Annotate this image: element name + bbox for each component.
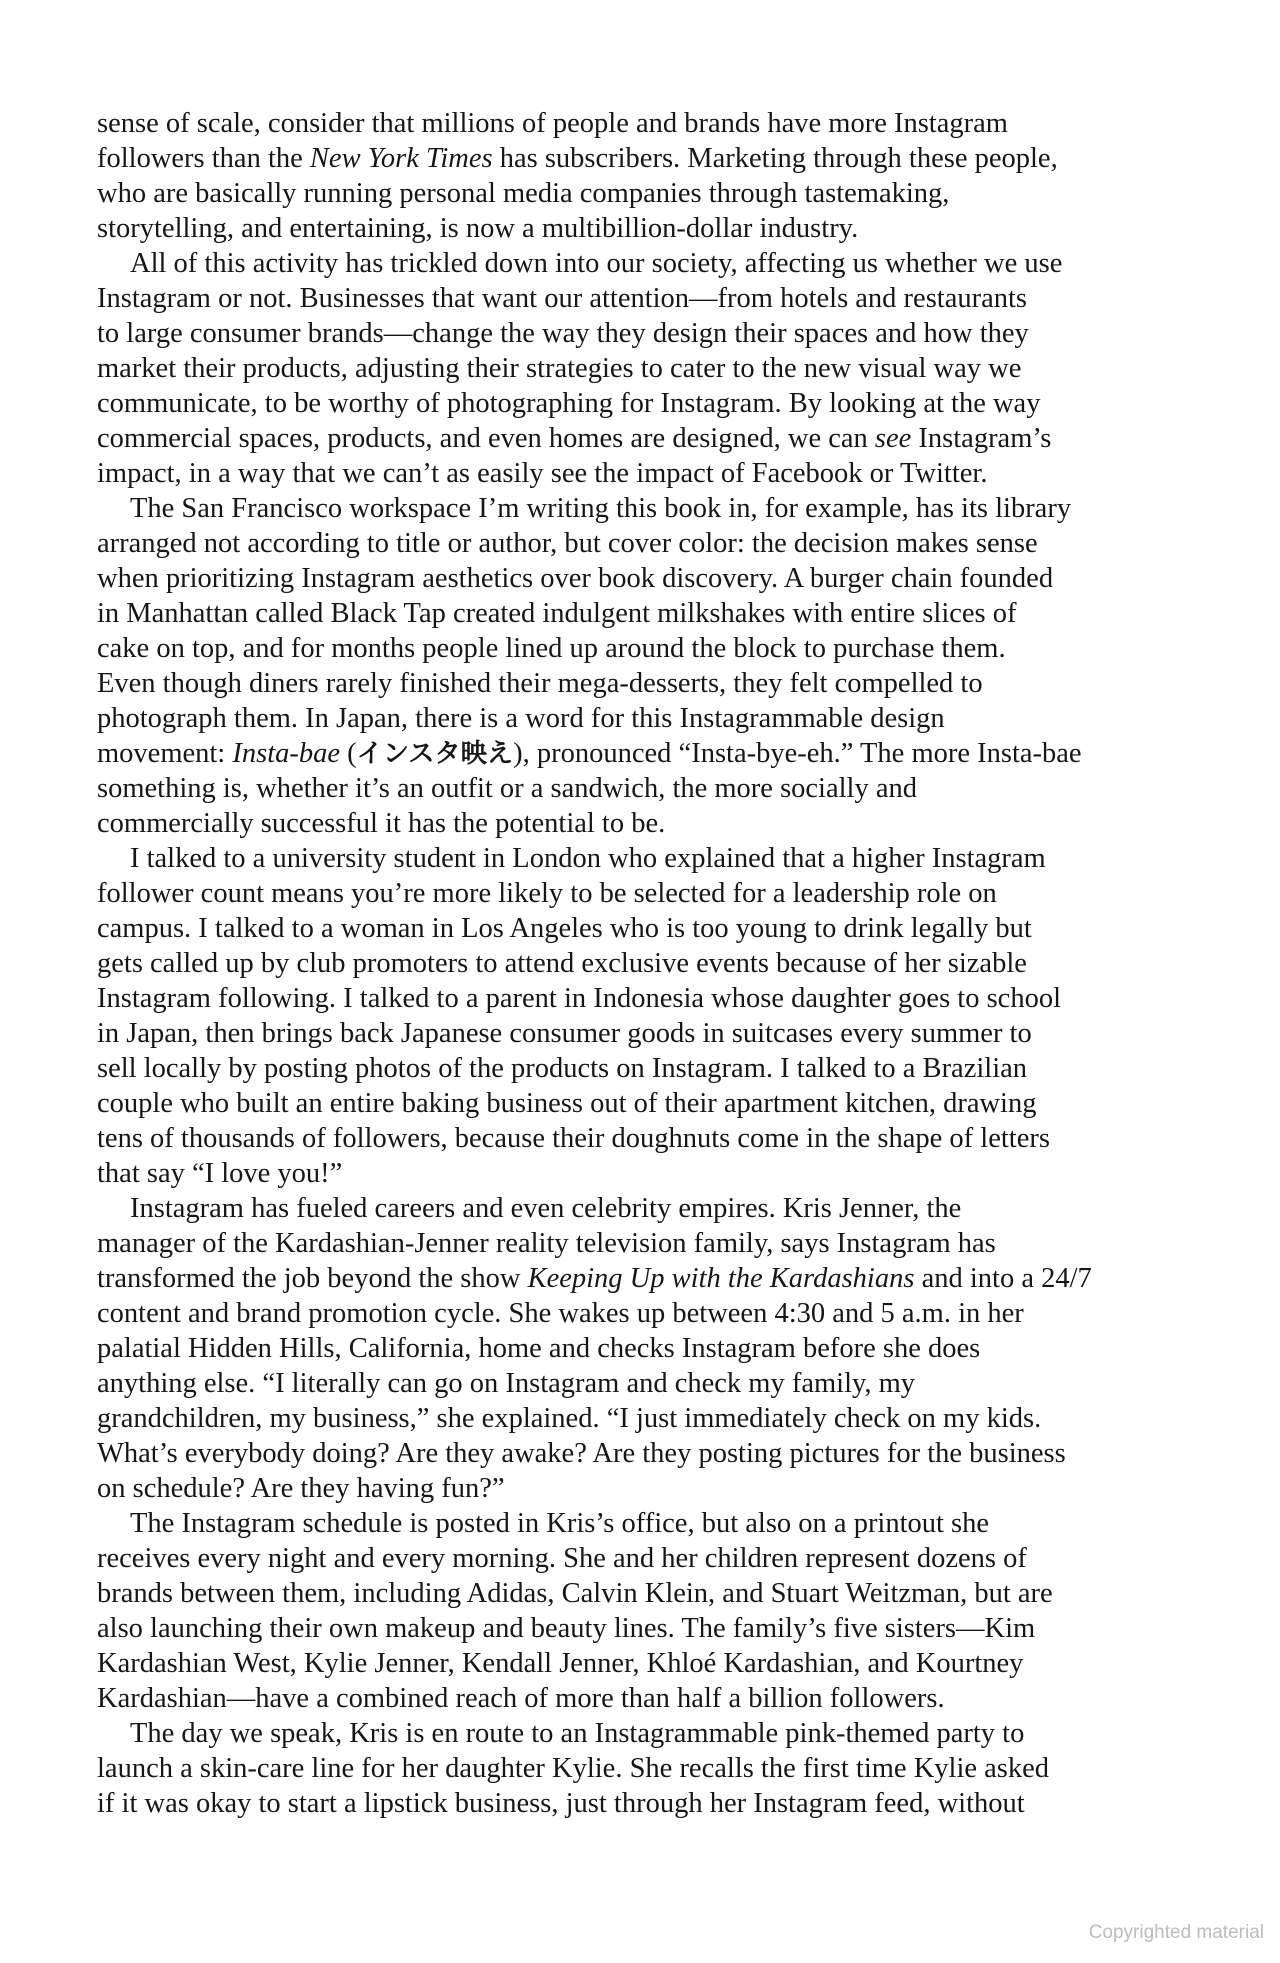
paragraph bbox=[97, 491, 1192, 841]
text-run: in Japan, then brings back Japanese consumer goods in suitcases every summer to bbox=[97, 1018, 1032, 1049]
text-run: movement: bbox=[97, 738, 233, 769]
text-line bbox=[97, 1471, 1192, 1506]
text-run: transformed the job beyond the show bbox=[97, 1263, 528, 1294]
text-line bbox=[97, 1681, 1192, 1716]
text-line bbox=[97, 246, 1192, 281]
text-line bbox=[97, 1506, 1192, 1541]
text-line bbox=[97, 1646, 1192, 1681]
text-line bbox=[97, 1261, 1192, 1296]
text-line bbox=[97, 631, 1192, 666]
text-line bbox=[97, 771, 1192, 806]
text-line bbox=[97, 176, 1192, 211]
text-run: sense of scale, consider that millions of people and brands have more Instagram bbox=[97, 108, 1008, 139]
text-line bbox=[97, 1786, 1192, 1821]
text-run: tens of thousands of followers, because their doughnuts come in the shape of letters bbox=[97, 1123, 1050, 1154]
paragraph bbox=[97, 1191, 1192, 1506]
text-run: arranged not according to title or author, but cover color: the decision makes sense bbox=[97, 528, 1038, 559]
text-run: photograph them. In Japan, there is a word for this Instagrammable design bbox=[97, 703, 945, 734]
paragraph bbox=[97, 1506, 1192, 1716]
text-line bbox=[97, 876, 1192, 911]
text-line bbox=[97, 386, 1192, 421]
text-run: that say “I love you!” bbox=[97, 1158, 343, 1189]
text-line bbox=[97, 106, 1192, 141]
text-run: on schedule? Are they having fun?” bbox=[97, 1473, 505, 1504]
paragraph bbox=[97, 841, 1192, 1191]
text-line bbox=[97, 596, 1192, 631]
text-run: cake on top, and for months people lined up around the block to purchase them. bbox=[97, 633, 1006, 664]
italic-text-run: see bbox=[874, 423, 912, 454]
text-line bbox=[97, 1366, 1192, 1401]
text-run: Instagram’s bbox=[911, 423, 1052, 454]
text-line bbox=[97, 1156, 1192, 1191]
paragraph bbox=[97, 1716, 1192, 1821]
text-line bbox=[97, 351, 1192, 386]
text-run: when prioritizing Instagram aesthetics over book discovery. A burger chain founded bbox=[97, 563, 1054, 594]
text-line bbox=[97, 911, 1192, 946]
text-run: gets called up by club promoters to attend exclusive events because of her sizable bbox=[97, 948, 1027, 979]
text-run: market their products, adjusting their strategies to cater to the new visual way we bbox=[97, 353, 1022, 384]
text-line bbox=[97, 981, 1192, 1016]
text-run: impact, in a way that we can’t as easily see the impact of Facebook or Twitter. bbox=[97, 458, 988, 489]
text-run: and into a 24/7 bbox=[914, 1263, 1092, 1294]
text-run: anything else. “I literally can go on Instagram and check my family, my bbox=[97, 1368, 916, 1399]
text-line bbox=[97, 1296, 1192, 1331]
text-run: Kardashian—have a combined reach of more than half a billion followers. bbox=[97, 1683, 945, 1714]
text-run: storytelling, and entertaining, is now a multibillion-dollar industry. bbox=[97, 213, 859, 244]
paragraph bbox=[97, 246, 1192, 491]
italic-text-run: Insta-bae bbox=[232, 738, 340, 769]
text-line bbox=[97, 841, 1192, 876]
text-run: commercially successful it has the potential to be. bbox=[97, 808, 666, 839]
text-column bbox=[97, 106, 1192, 1821]
text-line bbox=[97, 1541, 1192, 1576]
text-line bbox=[97, 666, 1192, 701]
text-line bbox=[97, 526, 1192, 561]
text-line bbox=[97, 1121, 1192, 1156]
text-line bbox=[97, 316, 1192, 351]
text-run: sell locally by posting photos of the products on Instagram. I talked to a Brazilian bbox=[97, 1053, 1028, 1084]
text-run: ), pronounced “Insta-bye-eh.” The more Insta-bae bbox=[513, 738, 1082, 769]
text-run: couple who built an entire baking business out of their apartment kitchen, drawing bbox=[97, 1088, 1037, 1119]
text-run: Instagram or not. Businesses that want our attention—from hotels and restaurants bbox=[97, 283, 1028, 314]
text-line bbox=[97, 1436, 1192, 1471]
text-run: who are basically running personal media companies through tastemaking, bbox=[97, 178, 950, 209]
text-run: palatial Hidden Hills, California, home and checks Instagram before she does bbox=[97, 1333, 981, 1364]
text-run: Instagram has fueled careers and even celebrity empires. Kris Jenner, the bbox=[130, 1193, 962, 1224]
text-line bbox=[97, 1401, 1192, 1436]
text-run: What’s everybody doing? Are they awake? Are they posting pictures for the business bbox=[97, 1438, 1066, 1469]
text-run: manager of the Kardashian-Jenner reality television family, says Instagram has bbox=[97, 1228, 996, 1259]
text-line bbox=[97, 1086, 1192, 1121]
italic-text-run: Keeping Up with the Kardashians bbox=[527, 1263, 915, 1294]
italic-text-run: New York Times bbox=[309, 143, 493, 174]
text-run: receives every night and every morning. She and her children represent dozens of bbox=[97, 1543, 1027, 1574]
text-run: The day we speak, Kris is en route to an Instagrammable pink-themed party to bbox=[130, 1718, 1025, 1749]
text-line bbox=[97, 806, 1192, 841]
text-run: ( bbox=[340, 738, 357, 769]
text-line bbox=[97, 701, 1192, 736]
text-run: to large consumer brands—change the way they design their spaces and how they bbox=[97, 318, 1029, 349]
cjk-text-run: インスタ映え bbox=[356, 739, 514, 769]
text-run: The San Francisco workspace I’m writing this book in, for example, has its library bbox=[130, 493, 1072, 524]
text-line bbox=[97, 946, 1192, 981]
copyright-watermark: Copyrighted material bbox=[1088, 1922, 1264, 1943]
text-line bbox=[97, 281, 1192, 316]
text-run: The Instagram schedule is posted in Kris’s office, but also on a printout she bbox=[130, 1508, 990, 1539]
text-run: brands between them, including Adidas, Calvin Klein, and Stuart Weitzman, but are bbox=[97, 1578, 1053, 1609]
text-run: All of this activity has trickled down into our society, affecting us whether we use bbox=[130, 248, 1063, 279]
text-line bbox=[97, 1576, 1192, 1611]
text-line bbox=[97, 421, 1192, 456]
text-run: Kardashian West, Kylie Jenner, Kendall Jenner, Khloé Kardashian, and Kourtney bbox=[97, 1648, 1024, 1679]
text-line bbox=[97, 1191, 1192, 1226]
text-run: if it was okay to start a lipstick business, just through her Instagram feed, without bbox=[97, 1788, 1025, 1819]
text-line bbox=[97, 1751, 1192, 1786]
text-run: grandchildren, my business,” she explained. “I just immediately check on my kids. bbox=[97, 1403, 1042, 1434]
text-run: Even though diners rarely finished their mega-desserts, they felt compelled to bbox=[97, 668, 983, 699]
text-run: content and brand promotion cycle. She wakes up between 4:30 and 5 a.m. in her bbox=[97, 1298, 1024, 1329]
text-run: has subscribers. Marketing through these people, bbox=[492, 143, 1058, 174]
text-run: commercial spaces, products, and even homes are designed, we can bbox=[97, 423, 875, 454]
text-line bbox=[97, 211, 1192, 246]
text-run: communicate, to be worthy of photographing for Instagram. By looking at the way bbox=[97, 388, 1041, 419]
text-run: campus. I talked to a woman in Los Angeles who is too young to drink legally but bbox=[97, 913, 1032, 944]
text-line bbox=[97, 456, 1192, 491]
text-line bbox=[97, 1226, 1192, 1261]
text-run: I talked to a university student in London who explained that a higher Instagram bbox=[130, 843, 1046, 874]
paragraph bbox=[97, 106, 1192, 246]
text-line bbox=[97, 141, 1192, 176]
text-run: launch a skin-care line for her daughter Kylie. She recalls the first time Kylie asked bbox=[97, 1753, 1050, 1784]
text-run: follower count means you’re more likely to be selected for a leadership role on bbox=[97, 878, 997, 909]
text-run: followers than the bbox=[97, 143, 310, 174]
text-line bbox=[97, 1611, 1192, 1646]
text-line bbox=[97, 1716, 1192, 1751]
text-run: something is, whether it’s an outfit or a sandwich, the more socially and bbox=[97, 773, 917, 804]
text-line bbox=[97, 1331, 1192, 1366]
text-line bbox=[97, 736, 1192, 771]
text-line bbox=[97, 1016, 1192, 1051]
text-run: in Manhattan called Black Tap created indulgent milkshakes with entire slices of bbox=[97, 598, 1017, 629]
text-run: Instagram following. I talked to a parent in Indonesia whose daughter goes to school bbox=[97, 983, 1062, 1014]
text-line bbox=[97, 561, 1192, 596]
text-line bbox=[97, 491, 1192, 526]
text-run: also launching their own makeup and beauty lines. The family’s five sisters—Kim bbox=[97, 1613, 1036, 1644]
text-line bbox=[97, 1051, 1192, 1086]
